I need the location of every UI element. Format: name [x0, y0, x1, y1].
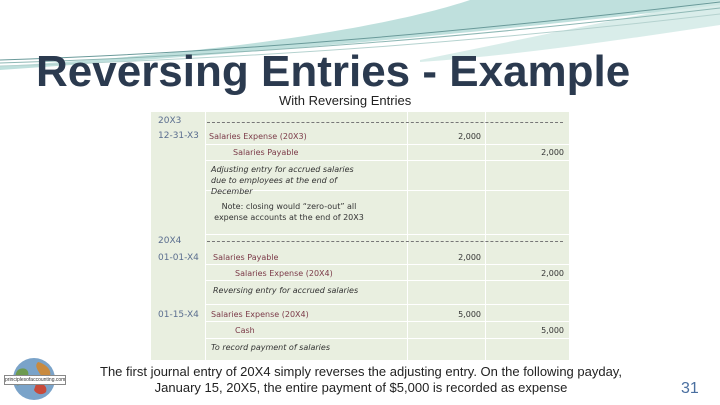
- explanation-text: The first journal entry of 20X4 simply reverses the adjusting entry. On the following payday, January 15, 20X5, the entire payment of $5,000 is recorded as expense: [100, 364, 622, 395]
- entry-date: 01-01-X4: [158, 253, 199, 263]
- entry-description: To record payment of salaries: [211, 343, 330, 352]
- account-name: Salaries Payable: [233, 148, 299, 157]
- debit-amount: 2,000: [458, 253, 481, 262]
- debit-amount: 2,000: [458, 132, 481, 141]
- year-separator: [207, 241, 563, 242]
- entry-description: Reversing entry for accrued salaries: [213, 286, 359, 295]
- account-name: Salaries Expense (20X3): [209, 132, 307, 141]
- credit-amount: 5,000: [541, 326, 564, 335]
- closing-note: Note: closing would “zero-out” all expense accounts at the end of 20X3: [214, 202, 364, 222]
- debit-amount: 5,000: [458, 310, 481, 319]
- row-divider: [205, 160, 569, 161]
- credit-amount: 2,000: [541, 269, 564, 278]
- column-divider: [407, 112, 408, 360]
- entry-date: 12-31-X3: [158, 131, 199, 141]
- row-divider: [205, 280, 569, 281]
- column-divider: [205, 112, 206, 360]
- page-subtitle: With Reversing Entries: [279, 93, 412, 108]
- year-header: 20X3: [158, 116, 182, 126]
- row-divider: [205, 321, 569, 322]
- account-name: Salaries Payable: [213, 253, 279, 262]
- entry-date: 01-15-X4: [158, 310, 199, 320]
- year-separator: [207, 122, 563, 123]
- entry-description: Adjusting entry for accrued salaries due to employees at the end of December: [211, 165, 354, 196]
- year-header: 20X4: [158, 236, 182, 246]
- row-divider: [205, 144, 569, 145]
- journal-entries-table: [151, 112, 569, 360]
- row-divider: [205, 338, 569, 339]
- row-divider: [205, 304, 569, 305]
- page-number: 31: [681, 380, 699, 397]
- page-title: Reversing Entries - Example: [36, 47, 631, 96]
- row-divider: [205, 234, 569, 235]
- account-name: Salaries Expense (20X4): [211, 310, 309, 319]
- row-divider: [205, 264, 569, 265]
- account-name: Salaries Expense (20X4): [235, 269, 333, 278]
- logo-caption: principlesofaccounting.com: [5, 377, 66, 383]
- account-name: Cash: [235, 326, 255, 335]
- credit-amount: 2,000: [541, 148, 564, 157]
